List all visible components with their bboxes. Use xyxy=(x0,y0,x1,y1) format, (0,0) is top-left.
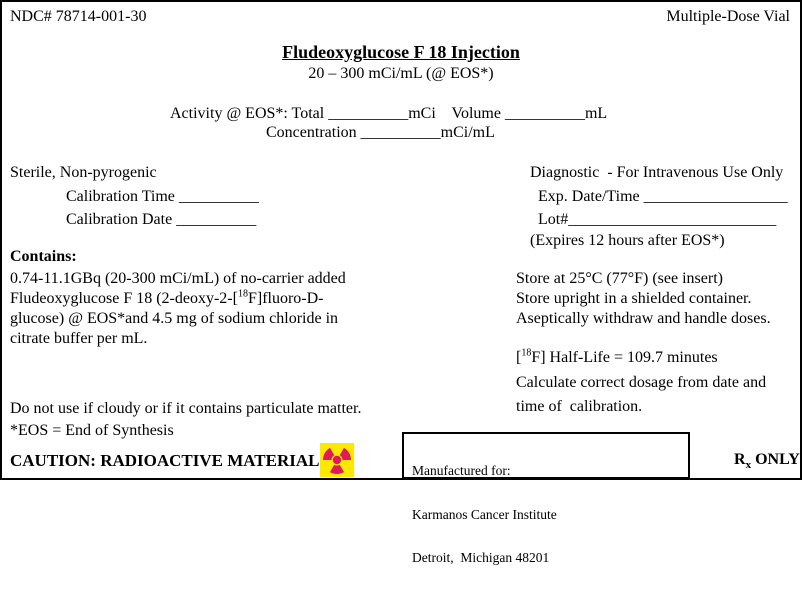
rx-only-word: ONLY xyxy=(751,451,800,468)
manufacturer-address: Detroit, Michigan 48201 xyxy=(412,550,550,565)
title-row xyxy=(2,42,800,63)
storage-line-2: Store upright in a shielded container. xyxy=(516,290,752,307)
eos-definition: *EOS = End of Synthesis xyxy=(10,422,174,439)
contains-line-3: glucose) @ EOS*and 4.5 mg of sodium chloride in xyxy=(10,310,339,327)
vial-type: Multiple-Dose Vial xyxy=(666,8,790,25)
calibration-date-field: Calibration Date __________ xyxy=(66,211,257,228)
manufacturer-box xyxy=(402,432,690,565)
lot-number-field: Lot#__________________________ xyxy=(538,211,777,228)
rx-only-statement xyxy=(734,451,800,472)
product-title: Fludeoxyglucose F 18 Injection xyxy=(282,42,520,62)
activity-total-volume-line: Activity @ EOS*: Total __________mCi Volume __________mL xyxy=(170,105,608,122)
trefoil-center-dot xyxy=(333,456,341,464)
expires-note: (Expires 12 hours after EOS*) xyxy=(530,232,725,249)
storage-line-1: Store at 25°C (77°F) (see insert) xyxy=(516,270,723,287)
contains-heading: Contains: xyxy=(10,248,77,265)
activity-concentration-line: Concentration __________mCi/mL xyxy=(266,124,495,141)
ndc-number: NDC# 78714-001-30 xyxy=(10,8,147,25)
contains-line-2-pre: Fludeoxyglucose F 18 (2-deoxy-2-[ xyxy=(10,290,238,307)
radioactive-caution: CAUTION: RADIOACTIVE MATERIAL xyxy=(10,451,320,470)
isotope-superscript: 18 xyxy=(237,288,248,300)
rx-letter: R xyxy=(734,451,746,468)
dosage-calc-line-1: Calculate correct dosage from date and xyxy=(516,374,767,391)
half-life-pre: [ xyxy=(516,349,522,366)
diagnostic-statement: Diagnostic - For Intravenous Use Only xyxy=(530,164,784,181)
contains-line-4: citrate buffer per mL. xyxy=(10,330,148,347)
contains-line-1: 0.74-11.1GBq (20-300 mCi/mL) of no-carrier added xyxy=(10,270,346,287)
half-life-line xyxy=(516,349,718,367)
isotope-superscript: 18 xyxy=(521,347,532,359)
dosage-calc-line-2: time of calibration. xyxy=(516,398,643,415)
rx-subscript: x xyxy=(745,459,752,472)
product-strength: 20 – 300 mCi/mL (@ EOS*) xyxy=(308,65,494,82)
manufactured-for-label: Manufactured for: xyxy=(412,463,511,478)
contains-line-2 xyxy=(10,290,324,308)
manufacturer-name: Karmanos Cancer Institute xyxy=(412,506,557,522)
calibration-time-field: Calibration Time __________ xyxy=(66,188,259,205)
storage-line-3: Aseptically withdraw and handle doses. xyxy=(516,310,771,327)
radiation-trefoil-icon xyxy=(320,443,354,477)
do-not-use-warning: Do not use if cloudy or if it contains particulate matter. xyxy=(10,400,362,417)
contains-line-2-post: F]fluoro-D- xyxy=(247,290,324,307)
exp-date-time-field: Exp. Date/Time __________________ xyxy=(538,188,788,205)
sterile-statement: Sterile, Non-pyrogenic xyxy=(10,164,157,181)
half-life-post: F] Half-Life = 109.7 minutes xyxy=(531,349,718,366)
